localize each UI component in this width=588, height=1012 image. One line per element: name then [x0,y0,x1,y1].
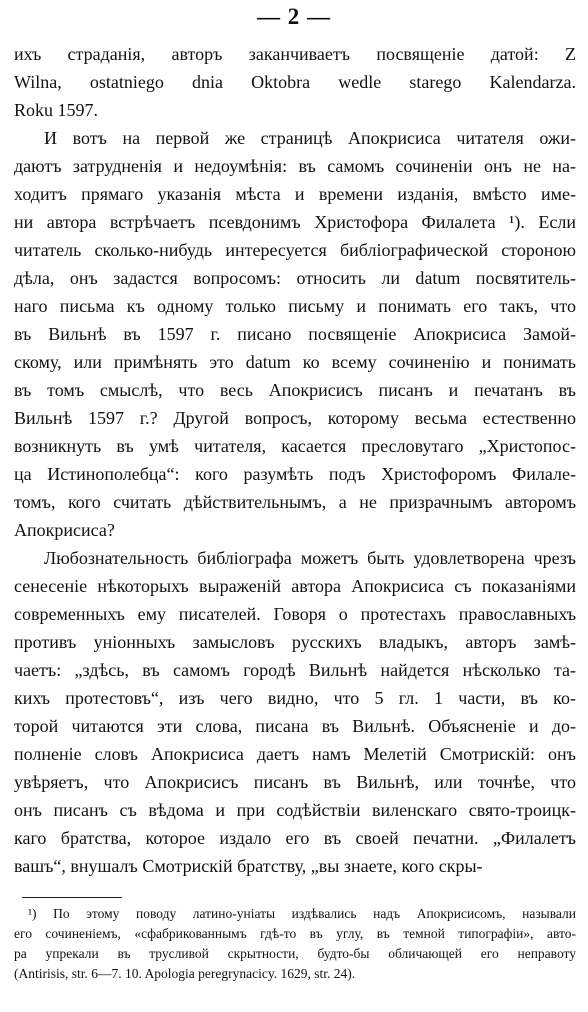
paragraph-1 [14,40,576,124]
footnote-line: ра упрекали въ трусливой скрытности, будто-бы обличающей его неправоту [14,946,576,961]
text-line: торой читаются эти слова, писана въ Вильнѣ. Объясненіе и до- [14,716,576,736]
paragraph-2 [14,124,576,544]
text-line: Roku 1597. [14,100,99,120]
text-line: онъ писанъ съ вѣдома и при содѣйствіи виленскаго свято-троицк- [14,800,576,820]
paragraph-3 [14,544,576,880]
text-line: увѣряетъ, что Апокрисисъ писанъ въ Вильнѣ, или точнѣе, что [14,772,576,792]
text-line: скому, или примѣнять это datum ко всему сочиненію и понимать [14,352,576,372]
text-line: ни автора встрѣчаетъ псевдонимъ Христофора Филалета ¹). Если [14,212,576,232]
text-line: ходитъ прямаго указанія мѣста и времени изданія, вмѣсто име- [14,184,576,204]
text-line: въ Вильнѣ въ 1597 г. писано посвященіе Апокрисиса Замой- [14,324,576,344]
footnote-line: ¹) По этому поводу латино-уніаты издѣвались надъ Апокрисисомъ, называли [28,906,576,921]
text-line: въ томъ смыслѣ, что весь Апокрисисъ писанъ и печатанъ въ [14,380,576,400]
text-line: ца Истинополебца“: кого разумѣть подъ Христофоромъ Филале- [14,464,576,484]
text-line: Апокрисиса? [14,520,115,540]
text-line: читатель сколько-нибудь интересуется библіографической стороною [14,240,576,260]
text-line: Любознательность библіографа можетъ быть удовлетворена чрезъ [44,548,576,568]
text-line: Вильнѣ 1597 г.? Другой вопросъ, которому весьма естественно [14,408,576,428]
text-line: даютъ затрудненія и недоумѣнія: въ самомъ сочиненіи онъ не на- [14,156,576,176]
body-text [14,40,576,880]
footnote-line: (Antirisis, str. 6—7. 10. Apologia peregrynacicy. 1629, str. 24). [14,966,356,981]
footnote-line: его сочиненіемъ, «сфабрикованнымъ гдѣ-то въ углу, въ темной типографіи», авто- [14,926,576,941]
text-line: полненіе словъ Апокрисиса даетъ намъ Мелетій Смотрискій: онъ [14,744,576,764]
footnote-divider [22,897,122,898]
text-line: наго письма къ одному только письму и понимать его такъ, что [14,296,576,316]
text-line: современныхъ ему писателей. Говоря о протестахъ православныхъ [14,604,576,624]
text-line: каго братства, которое издало его въ своей печатни. „Филалетъ [14,828,576,848]
text-line: томъ, кого считать дѣйствительнымъ, а не призрачнымъ авторомъ [14,492,576,512]
text-line: сенесеніе нѣкоторыхъ выраженій автора Апокрисиса съ показаніями [14,576,576,596]
text-line: И вотъ на первой же страницѣ Апокрисиса читателя ожи- [44,128,576,148]
footnote [14,904,576,984]
text-line: ихъ страданія, авторъ заканчиваетъ посвященіе датой: Z [14,44,576,64]
text-line: противъ уніонныхъ замысловъ русскихъ владыкъ, авторъ замѣ- [14,632,576,652]
page-number: — 2 — [257,4,331,29]
text-line: дѣла, онъ задастся вопросомъ: относить ли datum посвятитель- [14,268,576,288]
text-line: Wilna, ostatniego dnia Oktobra wedle starego Kalendarza. [14,72,576,92]
text-line: чаетъ: „здѣсь, въ самомъ городѣ Вильнѣ найдется нѣсколько та- [14,660,576,680]
text-line: кихъ протестовъ“, изъ чего видно, что 5 гл. 1 части, въ ко- [14,688,576,708]
text-line: вашъ“, внушалъ Смотрискій братству, „вы знаете, кого скры- [14,856,483,876]
text-line: возникнуть въ умѣ читателя, касается пресловутаго „Христопос- [14,436,576,456]
